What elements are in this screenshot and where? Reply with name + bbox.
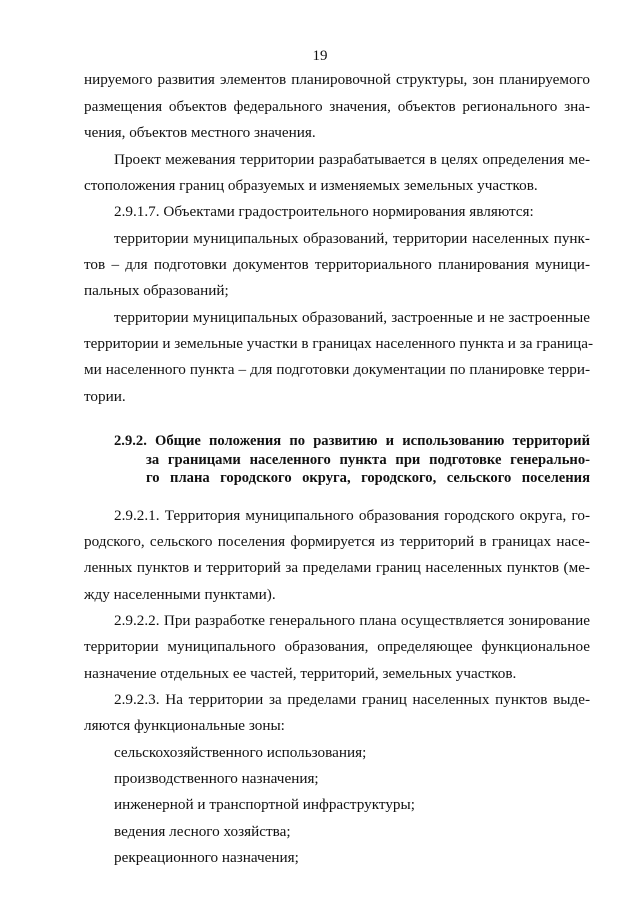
page-number: 19: [312, 48, 328, 64]
text-line: пальных образований;: [84, 282, 229, 299]
paragraph-first-line: территории муниципальных образований, застроенные и не застроенные: [114, 309, 590, 326]
paragraph-first-line: территории муниципальных образований, территории населенных пунк-: [114, 230, 590, 247]
text-line: жду населенными пунктами).: [84, 586, 276, 603]
text-line: чения, объектов местного значения.: [84, 124, 316, 141]
text-line: тории.: [84, 388, 126, 405]
text-line: размещения объектов федерального значения, объектов регионального зна-: [84, 98, 590, 115]
paragraph-first-line: 2.9.2.2. При разработке генерального плана осуществляется зонирование: [114, 612, 590, 629]
section-heading-line: за границами населенного пункта при подготовке генерально-: [146, 452, 590, 468]
text-line: ляются функциональные зоны:: [84, 717, 285, 734]
section-heading-line: го плана городского округа, городского, сельского поселения: [146, 470, 590, 486]
text-line: нируемого развития элементов планировочной структуры, зон планируемого: [84, 71, 590, 88]
section-heading-line: 2.9.2. Общие положения по развитию и использованию территорий: [114, 433, 590, 449]
list-item: производственного назначения;: [114, 770, 319, 787]
paragraph-first-line: 2.9.2.3. На территории за пределами границ населенных пунктов выде-: [114, 691, 590, 708]
text-line: ленных пунктов и территорий за пределами границ населенных пунктов (ме-: [84, 559, 590, 576]
text-line: стоположения границ образуемых и изменяемых земельных участков.: [84, 177, 538, 194]
list-item: ведения лесного хозяйства;: [114, 823, 291, 840]
text-line: назначение отдельных ее частей, территорий, земельных участков.: [84, 665, 517, 682]
list-item: рекреационного назначения;: [114, 849, 299, 866]
list-item: инженерной и транспортной инфраструктуры;: [114, 796, 415, 813]
text-line: территории муниципального образования, определяющее функциональное: [84, 638, 590, 655]
paragraph-first-line: 2.9.1.7. Объектами градостроительного нормирования являются:: [114, 203, 534, 220]
list-item: сельскохозяйственного использования;: [114, 744, 367, 761]
paragraph-first-line: 2.9.2.1. Территория муниципального образования городского округа, го-: [114, 507, 590, 524]
text-line: родского, сельского поселения формируется из территорий в границах насе-: [84, 533, 590, 550]
text-line: тов – для подготовки документов территориального планирования муници-: [84, 256, 590, 273]
paragraph-first-line: Проект межевания территории разрабатывается в целях определения ме-: [114, 151, 590, 168]
text-line: территории и земельные участки в границах населенного пункта и за граница-: [84, 335, 594, 352]
text-line: ми населенного пункта – для подготовки документации по планировке терри-: [84, 361, 590, 378]
